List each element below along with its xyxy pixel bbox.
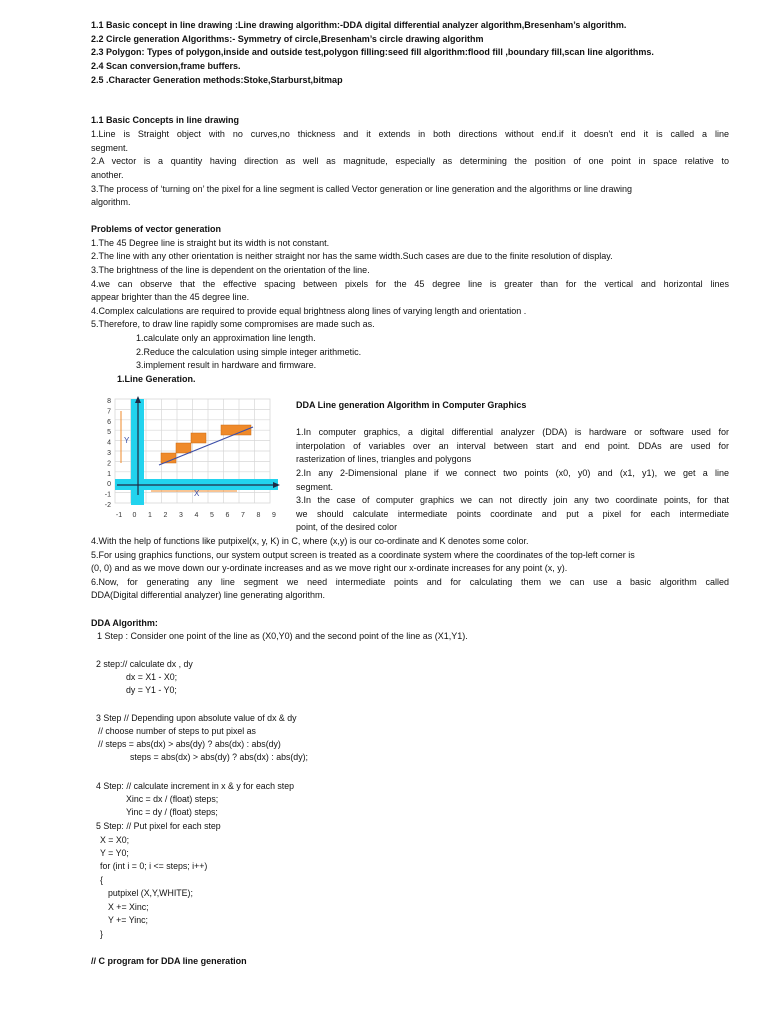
paragraph-line: 2.The line with any other orientation is neither straight nor has the same width.Such cases are due to the finite resolution of display.	[91, 251, 613, 261]
y-tick-label: 3	[107, 450, 111, 457]
paragraph-line: 1.Line is Straight object with no curves,no thickness and it extends in both directions without end.if it doesn't end it is called a line	[91, 129, 729, 139]
algorithm-step: 4 Step: // calculate increment in x & y for each step	[96, 781, 295, 791]
paragraph-line: rasterization of lines, triangles and polygons	[296, 454, 472, 464]
section-heading: DDA Line generation Algorithm in Computer Graphics	[296, 400, 527, 410]
x-tick-label: 6	[225, 512, 230, 519]
code-comment-heading: // C program for DDA line generation	[91, 956, 247, 966]
paragraph-line: 4.Complex calculations are required to provide equal brightness along lines of varying length and orientation .	[91, 306, 527, 316]
x-tick-label: 4	[194, 512, 199, 519]
x-tick-label: 9	[272, 512, 276, 519]
paragraph-line: point, of the desired color	[296, 522, 398, 532]
sub-list-item: 2.Reduce the calculation using simple integer arithmetic.	[136, 347, 362, 357]
outline-rest: - Symmetry of circle,Bresenham’s circle drawing algorithm	[232, 34, 484, 44]
code-line: // choose number of steps to put pixel as	[98, 726, 256, 736]
paragraph-line: algorithm.	[91, 197, 131, 207]
x-tick-label: 0	[132, 512, 137, 519]
paragraph-line: 5.For using graphics functions, our system output screen is treated as a coordinate system where the coordinates of the top-left corner is	[91, 550, 635, 560]
outline-item	[91, 46, 654, 58]
y-axis-label: Y	[124, 436, 130, 445]
paragraph-line: segment.	[91, 143, 129, 153]
paragraph-line: 3.In the case of computer graphics we can not directly join any two coordinate points, for that	[296, 495, 729, 505]
subsection-heading: 1.Line Generation.	[117, 374, 196, 384]
code-line: Y = Y0;	[100, 848, 129, 858]
y-tick-label: 7	[107, 408, 111, 416]
outline-lead: 1.1 Basic concept in line drawing :	[91, 20, 239, 30]
code-line: Yinc = dy / (float) steps;	[126, 807, 218, 817]
code-line: Y += Yinc;	[108, 915, 148, 925]
code-line: }	[100, 929, 103, 939]
paragraph-line: 2.In any 2-Dimensional plane if we connect two points (x0, y0) and (x1, y1), we get a line	[296, 468, 729, 478]
paragraph-line: 1.In computer graphics, a digital differential analyzer (DDA) is hardware or software used for	[296, 427, 729, 437]
x-tick-label: 5	[210, 512, 214, 519]
code-line: X += Xinc;	[108, 902, 149, 912]
outline-lead: 2.2 Circle generation Algorithms:	[91, 34, 233, 44]
paragraph-line: another.	[91, 170, 124, 180]
algorithm-step: 5 Step: // Put pixel for each step	[96, 821, 221, 831]
y-tick-labels	[105, 398, 111, 509]
paragraph-line: 5.Therefore, to draw line rapidly some compromises are made such as.	[91, 319, 375, 329]
outline-item	[91, 19, 626, 31]
x-axis-label: X	[194, 489, 200, 498]
x-tick-label: 2	[163, 512, 168, 519]
code-line: for (int i = 0; i <= steps; i++)	[100, 861, 208, 871]
outline-lead: 2.5 .Character Generation methods:Stoke,Starburst,bitmap	[91, 75, 343, 85]
paragraph-line: DDA(Digital differential analyzer) line generating algorithm.	[91, 590, 325, 600]
x-tick-label: 1	[148, 512, 152, 519]
paragraph-line: 6.Now, for generating any line segment we need intermediate points and for calculating them we can use a basic algorithm called	[91, 577, 729, 587]
paragraph-line: 4.we can observe that the effective spacing between pixels for the 45 degree line is greater than for the vertical and horizontal lines	[91, 279, 729, 289]
code-line: // steps = abs(dx) > abs(dy) ? abs(dx) : abs(dy)	[98, 739, 281, 749]
y-tick-label: 0	[107, 481, 111, 489]
section-heading: Problems of vector generation	[91, 224, 222, 234]
y-tick-label: 6	[107, 418, 111, 426]
y-tick-label: 8	[107, 398, 111, 405]
x-tick-label: 8	[256, 512, 261, 519]
x-tick-labels	[116, 512, 276, 519]
code-line: dy = Y1 - Y0;	[126, 685, 177, 695]
line-generation-figure	[91, 393, 283, 523]
section-heading: 1.1 Basic Concepts in line drawing	[91, 115, 240, 125]
code-line: X = X0;	[100, 835, 130, 845]
sub-list-item: 3.implement result in hardware and firmware.	[136, 360, 317, 370]
paragraph-line: appear brighter than the 45 degree line.	[91, 292, 250, 302]
y-tick-label: 2	[107, 460, 111, 468]
paragraph-line: (0, 0) and as we move down our y-ordinate increases and as we move right our x-ordinate increases for any point (x, y).	[91, 563, 568, 573]
outline-rest: Line drawing algorithm:-DDA digital differential analyzer algorithm,Bresenham’s algorithm.	[238, 20, 627, 30]
outline-item	[91, 74, 343, 86]
outline-item	[91, 33, 483, 45]
algorithm-step: 1 Step : Consider one point of the line as (X0,Y0) and the second point of the line as (X1,Y1).	[97, 631, 468, 641]
y-tick-label: -2	[104, 502, 111, 509]
x-tick-label: -1	[115, 512, 123, 519]
outline-lead: 2.3 Polygon:	[91, 47, 145, 57]
y-tick-label: 5	[107, 429, 111, 437]
sub-list-item: 1.calculate only an approximation line length.	[136, 333, 316, 343]
code-line: {	[100, 875, 103, 885]
algorithm-step: 2 step:// calculate dx , dy	[96, 659, 193, 669]
code-line: Xinc = dx / (float) steps;	[126, 794, 219, 804]
outline-item	[91, 60, 241, 72]
y-tick-label: -1	[104, 491, 111, 499]
paragraph-line: 1.The 45 Degree line is straight but its width is not constant.	[91, 238, 330, 248]
paragraph-line: 4.With the help of functions like putpixel(x, y, K) in C, where (x,y) is our co-ordinate and K denotes some color.	[91, 536, 529, 546]
outline-lead: 2.4 Scan conversion,frame buffers.	[91, 61, 241, 71]
code-line: steps = abs(dx) > abs(dy) ? abs(dx) : abs(dy);	[130, 752, 308, 762]
pixel-cell	[191, 433, 206, 443]
x-tick-label: 7	[241, 512, 245, 519]
paragraph-line: we should calculate intermediate points coordinate and put a pixel for each intermediate	[296, 509, 729, 519]
pixel-cell	[176, 443, 191, 453]
paragraph-line: interpolation of variables over an interval between start and end point. DDAs are used for	[296, 441, 729, 451]
y-tick-label: 4	[107, 439, 111, 447]
paragraph-line: 2.A vector is a quantity having direction as well as magnitude, especially as determining the position of one point in space relative to	[91, 156, 729, 166]
paragraph-line: 3.The brightness of the line is dependent on the orientation of the line.	[91, 265, 370, 275]
code-line: dx = X1 - X0;	[126, 672, 178, 682]
code-line: putpixel (X,Y,WHITE);	[108, 888, 193, 898]
section-heading: DDA Algorithm:	[91, 618, 158, 628]
y-tick-label: 1	[107, 470, 111, 478]
paragraph-line: segment.	[296, 482, 334, 492]
outline-rest: Types of polygon,inside and outside test,polygon filling:seed fill algorithm:flood fill ,boundary fill,scan line algorithms.	[144, 47, 654, 57]
x-tick-label: 3	[179, 512, 183, 519]
paragraph-line: 3.The process of ‘turning on’ the pixel for a line segment is called Vector generation or line generation and the algorithms or line drawing	[91, 184, 632, 194]
algorithm-step: 3 Step // Depending upon absolute value of dx & dy	[96, 713, 297, 723]
